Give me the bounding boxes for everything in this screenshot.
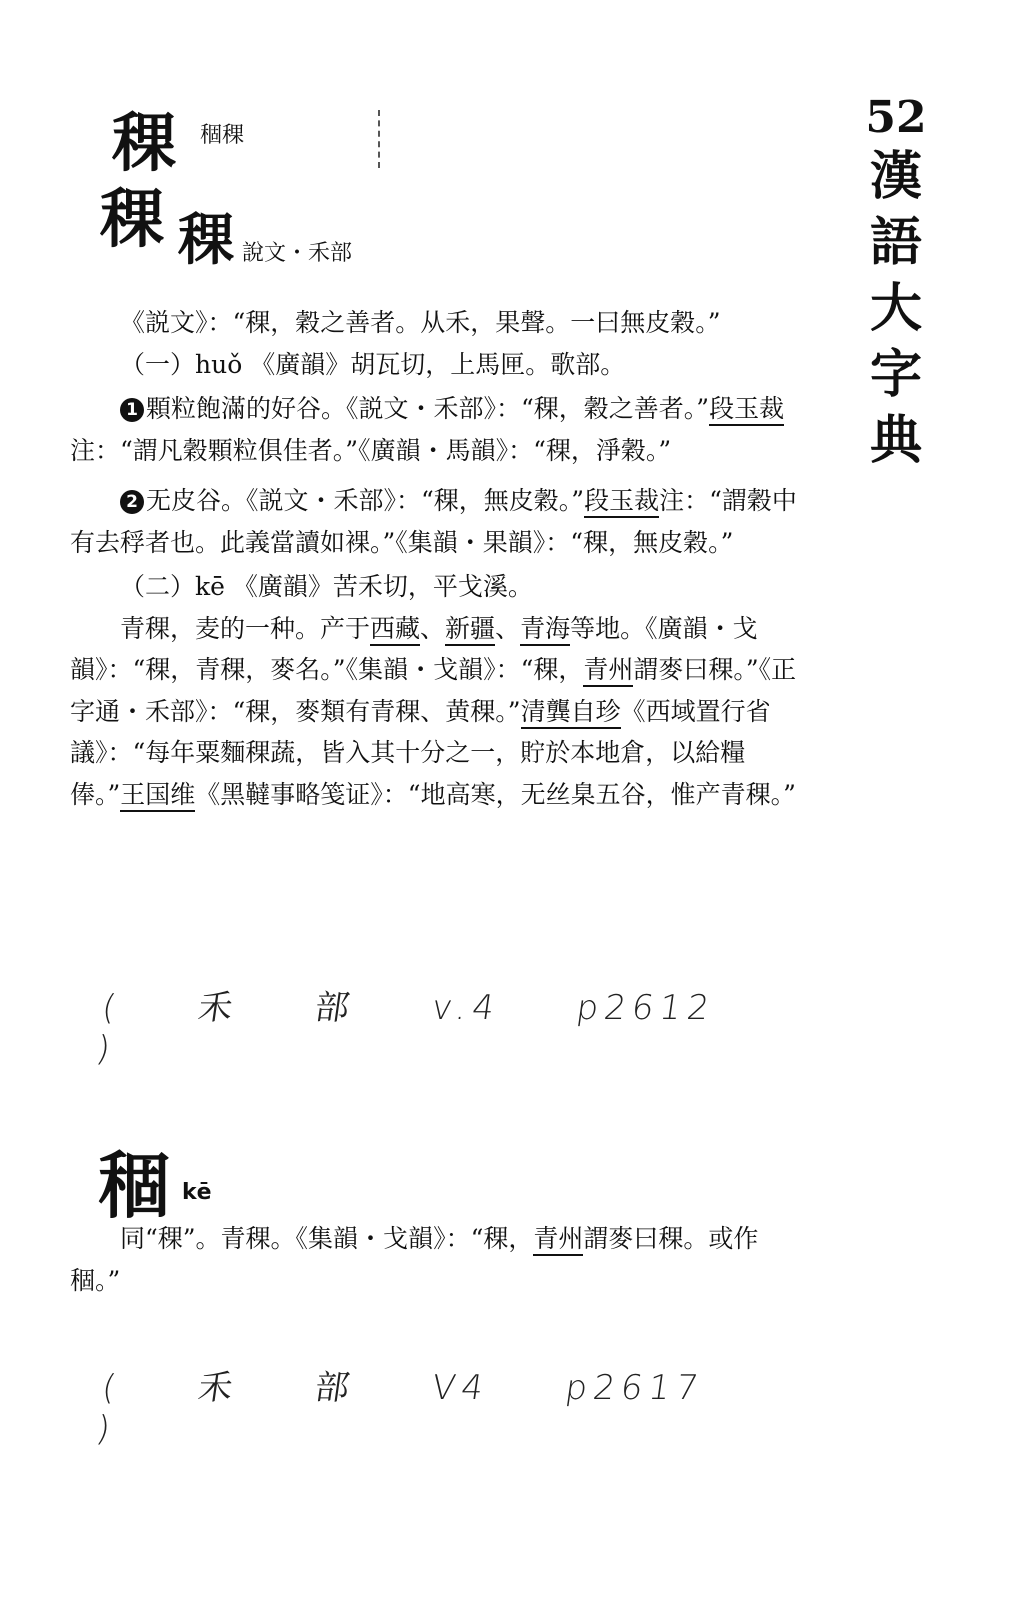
volume-number: 52 <box>865 92 927 143</box>
seal-script-char: 稞 <box>178 207 230 273</box>
proper-noun: 青州 <box>583 655 633 687</box>
entry1-para: 《説文》：“稞，穀之善者。从禾，果聲。一曰無皮穀。” <box>120 308 721 337</box>
entry2-body <box>70 1218 798 1301</box>
proper-noun: 王国维 <box>120 780 195 812</box>
headword-2: 稒 <box>98 1143 171 1228</box>
entry2-para: 同“稞”。青稞。《集韻・戈韻》：“稞，青州謂麥曰稞。或作稒。” <box>70 1224 759 1295</box>
entry1-para: 2 无皮谷。《説文・禾部》：“稞，無皮穀。”段玉裁注：“謂穀中有去稃者也。此義當讀如裸。”《集韻・果韻》：“稞，無皮穀。” <box>70 486 797 557</box>
variant-char: 稞 <box>112 106 176 181</box>
proper-noun: 新疆 <box>445 614 495 646</box>
handwritten-reference-2: ( 禾 部 V4 p2617 ) <box>93 1368 707 1449</box>
handwritten-reference: ( 禾 部 v.4 p2612 ) <box>93 988 718 1069</box>
entry1-para: 青稞，麦的一种。产于西藏、新疆、青海等地。《廣韻・戈韻》：“稞，青稞，麥名。”《集韻・戈韻》：“稞，青州謂麥曰稞。”《正字通・禾部》：“稞，麥類有青稞、黄稞。”清龔自珍《西域置行省議》：“每年粟麵稞蔬，皆入其十分之一，貯於本地倉，以給糧俸。”王国维《黑韃事略笺证》：“地高寒，无丝臬五谷，惟产青稞。” <box>70 608 798 816</box>
proper-noun: 清 <box>521 697 546 729</box>
proper-noun: 青州 <box>533 1224 583 1256</box>
title-char: 字 <box>869 344 922 405</box>
headword: 稞 <box>100 182 164 257</box>
title-char: 漢 <box>869 146 922 207</box>
entry1-para: 1 顆粒飽滿的好谷。《説文・禾部》：“稞，穀之善者。”段玉裁注：“謂凡穀顆粒俱佳者。”《廣韻・馬韻》：“稞，淨穀。” <box>70 394 785 465</box>
proper-noun: 西藏 <box>370 614 420 646</box>
title-char: 語 <box>869 212 922 273</box>
seal-source: 說文・禾部 <box>242 241 353 266</box>
title-char: 典 <box>869 410 922 471</box>
proper-noun: 龔自珍 <box>546 697 621 729</box>
sidebar-title <box>856 144 936 474</box>
proper-noun: 青海 <box>520 614 570 646</box>
dashed-divider <box>378 110 380 168</box>
variant-note: 稒稞 <box>200 123 245 148</box>
sense-number-icon: 1 <box>120 398 144 422</box>
entry1-body <box>70 302 798 815</box>
sense-number-icon: 2 <box>120 490 144 514</box>
pinyin: kē <box>182 1180 212 1205</box>
entry1-para: （一）huǒ 《廣韻》胡瓦切，上馬匣。歌部。 <box>120 349 626 379</box>
title-char: 大 <box>869 278 922 339</box>
entry1-para: （二）kē 《廣韻》苦禾切，平戈溪。 <box>120 572 533 601</box>
proper-noun: 段玉裁 <box>709 394 784 426</box>
proper-noun: 段玉裁 <box>584 486 659 518</box>
